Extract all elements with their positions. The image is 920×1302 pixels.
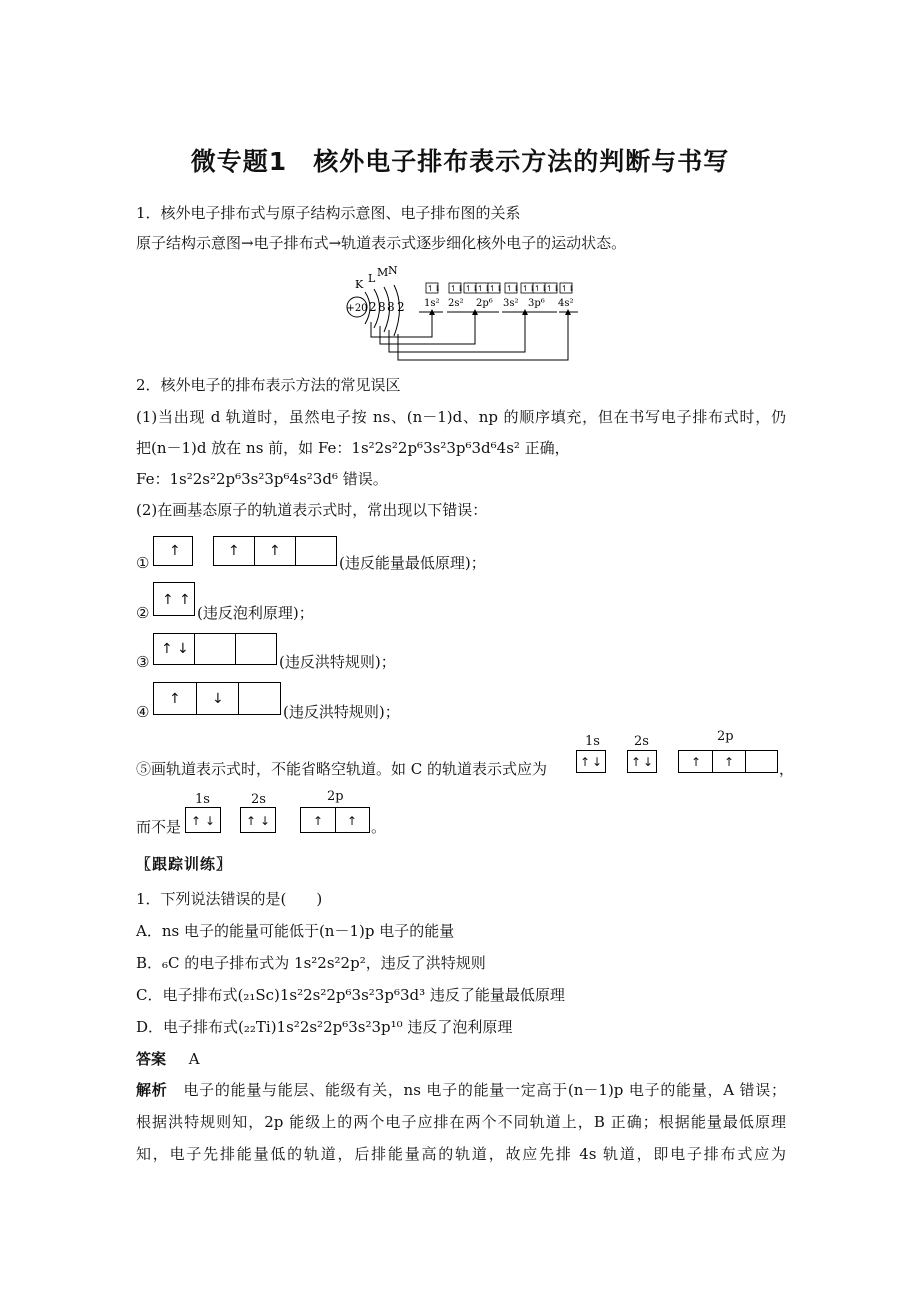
shell-label-n: N — [388, 264, 398, 277]
shell-count-n: 2 — [397, 300, 405, 314]
analysis-line-2: 根据洪特规则知，2p 能级上的两个电子应排在两个不同轨道上，B 正确；根据能量最低原理 — [136, 1113, 786, 1131]
section1-desc: 原子结构示意图→电子排布式→轨道表示式逐步细化核外电子的运动状态。 — [136, 234, 627, 252]
svg-text:↿⇂: ↿⇂ — [506, 284, 520, 293]
option-d: D．电子排布式(₂₂Ti)1s²2s²2p⁶3s²3p¹⁰ 违反了泡利原理 — [136, 1018, 513, 1036]
option-a: A．ns 电子的能量可能低于(n－1)p 电子的能量 — [136, 922, 455, 940]
shell-count-m: 8 — [387, 300, 395, 314]
analysis — [136, 1074, 786, 1170]
section1-heading: 1．核外电子排布式与原子结构示意图、电子排布图的关系 — [136, 204, 521, 222]
svg-text:↿⇂: ↿⇂ — [561, 284, 575, 293]
orbital-box-2s: ↑ ↓ — [627, 750, 657, 773]
error1-num: ① — [136, 554, 150, 572]
answer-row — [136, 1049, 200, 1069]
label-2p: 2p — [717, 729, 734, 744]
section2-heading: 2．核外电子的排布表示方法的常见误区 — [136, 376, 401, 394]
para-line-4: (2)在画基态原子的轨道表示式时，常出现以下错误： — [136, 501, 488, 519]
item5-end: 。 — [371, 818, 387, 836]
section2-paragraph — [136, 402, 786, 526]
orbital-box-group: ↑ ↑ — [213, 536, 337, 566]
orbital-label-1s: 1s² — [424, 298, 440, 309]
answer-label: 答案 — [136, 1050, 167, 1068]
nucleus-charge: +20 — [346, 303, 368, 314]
page-title: 微专题1 核外电子排布表示方法的判断与书写 — [190, 147, 730, 176]
orbital-box-group: ↑ ↓ — [153, 682, 281, 715]
shell-label-l: L — [368, 272, 376, 285]
option-b: B．₆C 的电子排布式为 1s²2s²2p²，违反了洪特规则 — [136, 954, 486, 972]
error1-note: (违反能量最低原理)； — [339, 554, 486, 572]
error3-num: ③ — [136, 653, 150, 671]
item5-not: 而不是 — [136, 818, 182, 836]
option-c: C．电子排布式(₂₁Sc)1s²2s²2p⁶3s²3p⁶3d³ 违反了能量最低原理 — [136, 986, 565, 1004]
svg-text:↿⇂: ↿⇂ — [534, 284, 548, 293]
orbital-label-2s: 2s² — [448, 298, 464, 309]
svg-text:↿⇂: ↿⇂ — [465, 284, 479, 293]
label-2s-wrong: 2s — [251, 792, 266, 807]
svg-text:↿⇂: ↿⇂ — [522, 284, 536, 293]
orbital-label-2p: 2p⁶ — [476, 298, 493, 309]
orbital-box: ↑ ↑ — [153, 582, 195, 616]
label-1s-wrong: 1s — [195, 792, 210, 807]
label-1s: 1s — [585, 734, 600, 749]
para-line-1: (1)当出现 d 轨道时，虽然电子按 ns、(n－1)d、np 的顺序填充，但在书写电子排布式时，仍 — [136, 408, 786, 426]
error2-num: ② — [136, 604, 150, 622]
shell-label-k: K — [355, 278, 364, 291]
error3-note: (违反洪特规则)； — [279, 653, 396, 671]
orbital-box-group: ↑ ↓ — [153, 633, 277, 665]
orbital-box-1s: ↑ ↓ — [576, 750, 606, 773]
answer-value: A — [188, 1050, 200, 1068]
para-line-3: Fe：1s²2s²2p⁶3s²3p⁶4s²3d⁶ 错误。 — [136, 470, 388, 488]
orbital-box-2s: ↑ ↓ — [240, 807, 276, 833]
svg-text:↿⇂: ↿⇂ — [427, 284, 441, 293]
label-2s: 2s — [634, 734, 649, 749]
label-2p-wrong: 2p — [327, 789, 344, 804]
analysis-label: 解析 — [136, 1081, 168, 1099]
error2-note: (违反泡利原理)； — [197, 604, 314, 622]
svg-text:↿⇂: ↿⇂ — [450, 284, 464, 293]
svg-text:↿⇂: ↿⇂ — [477, 284, 491, 293]
orbital-label-3p: 3p⁶ — [528, 298, 545, 309]
orbital-box-2p: ↑ ↑ — [678, 750, 778, 773]
orbital-box-2p: ↑ ↑ — [300, 807, 370, 833]
orbital-label-3s: 3s² — [503, 298, 519, 309]
practice-tag: 〖跟踪训练〗 — [136, 855, 233, 873]
svg-text:↿⇂: ↿⇂ — [489, 284, 503, 293]
svg-text:↿⇂: ↿⇂ — [546, 284, 560, 293]
orbital-label-4s: 4s² — [558, 298, 574, 309]
error4-num: ④ — [136, 703, 150, 721]
error4-note: (违反洪特规则)； — [283, 703, 400, 721]
shell-count-k: 2 — [369, 300, 377, 314]
item5-text: ⑤画轨道表示式时，不能省略空轨道。如 C 的轨道表示式应为 — [136, 760, 548, 778]
analysis-line-3: 知，电子先排能量低的轨道，后排能量高的轨道，故应先排 4s 轨道，即电子排布式应为 — [136, 1145, 786, 1163]
para-line-2: 把(n－1)d 放在 ns 前，如 Fe：1s²2s²2p⁶3s²3p⁶3d⁶4s² 正确， — [136, 439, 570, 457]
item5-after: ， — [779, 760, 795, 778]
shell-label-m: M — [377, 266, 389, 279]
orbital-box: ↑ — [153, 536, 193, 566]
shell-count-l: 8 — [378, 300, 386, 314]
orbital-box-1s: ↑ ↓ — [185, 807, 221, 833]
analysis-line-1: 解析 电子的能量与能层、能级有关，ns 电子的能量一定高于(n－1)p 电子的能量，A 错误； — [136, 1081, 786, 1099]
question-1: 1．下列说法错误的是( ) — [136, 890, 323, 908]
atomic-structure-diagram — [335, 262, 595, 367]
